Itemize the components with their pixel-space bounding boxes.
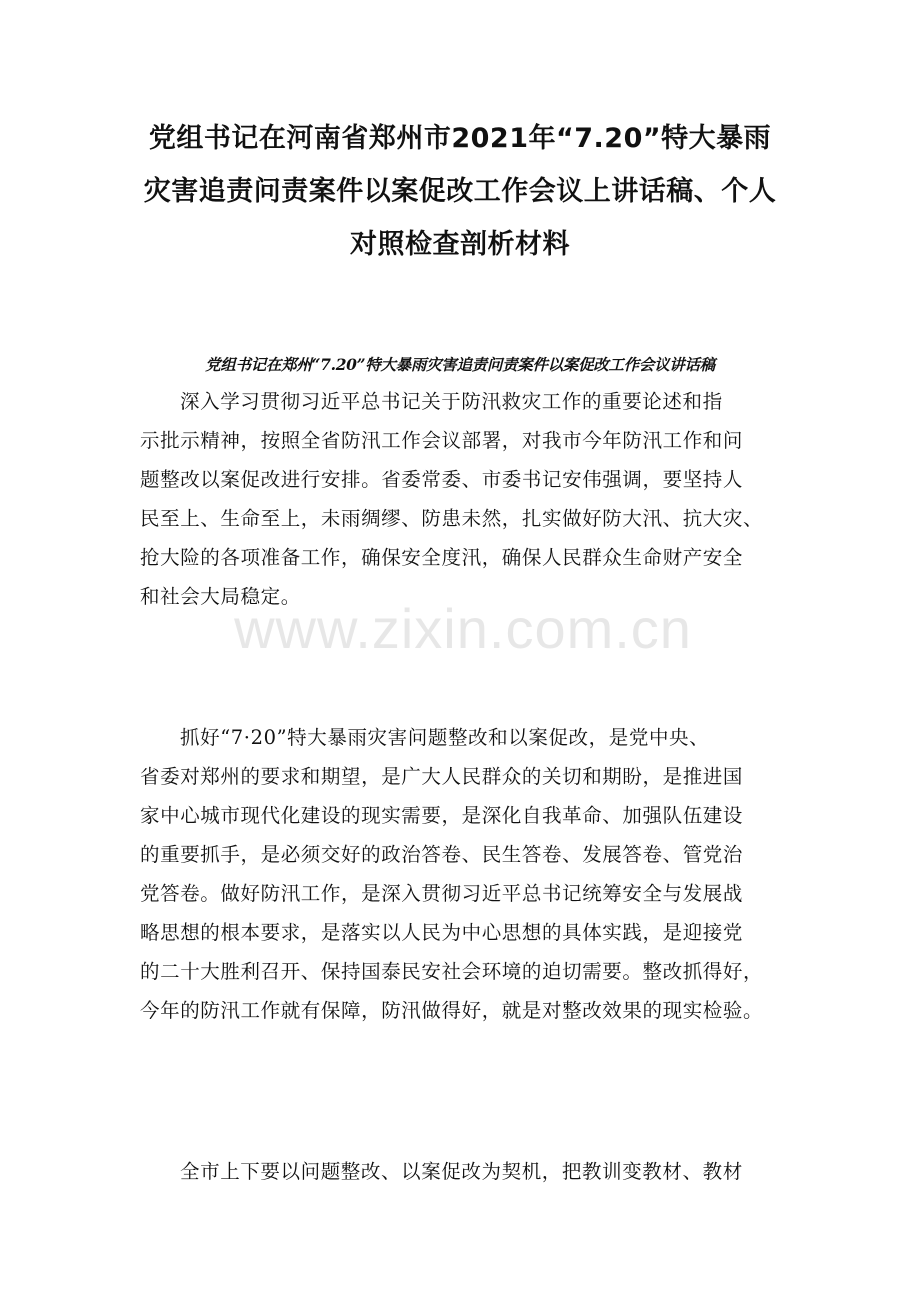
title-line: 党组书记在河南省郑州市2021年“7.20”特大暴雨 xyxy=(148,123,772,154)
paragraph-line: 示批示精神，按照全省防汛工作会议部署，对我市今年防汛工作和问 xyxy=(140,429,744,452)
title-line: 灾害追责问责案件以案促改工作会议上讲话稿、个人 xyxy=(143,176,777,207)
paragraph-line: 家中心城市现代化建设的现实需要，是深化自我革命、加强队伍建设 xyxy=(140,804,744,827)
paragraph-line: 民至上、生命至上，未雨绸缪、防患未然，扎实做好防大汛、抗大灾、 xyxy=(140,507,764,530)
paragraph-2 xyxy=(140,718,782,1030)
speech-subtitle: 党组书记在郑州“7.20”特大暴雨灾害追责问责案件以案促改工作会议讲话稿 xyxy=(205,355,715,374)
paragraph-line: 全市上下要以问题整改、以案促改为契机，把教训变教材、教材 xyxy=(180,1160,743,1183)
paragraph-line: 抢大险的各项准备工作，确保安全度汛，确保人民群众生命财产安全 xyxy=(140,546,744,569)
paragraph-line: 抓好“7·20”特大暴雨灾害问题整改和以案促改，是党中央、 xyxy=(180,726,710,749)
paragraph-line: 的二十大胜利召开、保持国泰民安社会环境的迫切需要。整改抓得好， xyxy=(140,960,764,983)
paragraph-1 xyxy=(140,382,782,616)
paragraph-line: 和社会大局稳定。 xyxy=(140,585,301,608)
paragraph-line: 今年的防汛工作就有保障，防汛做得好，就是对整改效果的现实检验。 xyxy=(140,999,764,1022)
paragraph-line: 党答卷。做好防汛工作，是深入贯彻习近平总书记统筹安全与发展战 xyxy=(140,882,744,905)
site-watermark: www.zixin.com.cn xyxy=(234,597,692,660)
title-line: 对照检查剖析材料 xyxy=(350,229,570,260)
paragraph-3 xyxy=(140,1152,782,1191)
paragraph-line: 的重要抓手，是必须交好的政治答卷、民生答卷、发展答卷、管党治 xyxy=(140,843,744,866)
paragraph-line: 深入学习贯彻习近平总书记关于防汛救灾工作的重要论述和指 xyxy=(180,390,723,413)
document-title xyxy=(120,112,800,271)
paragraph-line: 省委对郑州的要求和期望，是广大人民群众的关切和期盼，是推进国 xyxy=(140,765,744,788)
paragraph-line: 题整改以案促改进行安排。省委常委、市委书记安伟强调，要坚持人 xyxy=(140,468,744,491)
paragraph-line: 略思想的根本要求，是落实以人民为中心思想的具体实践，是迎接党 xyxy=(140,921,744,944)
